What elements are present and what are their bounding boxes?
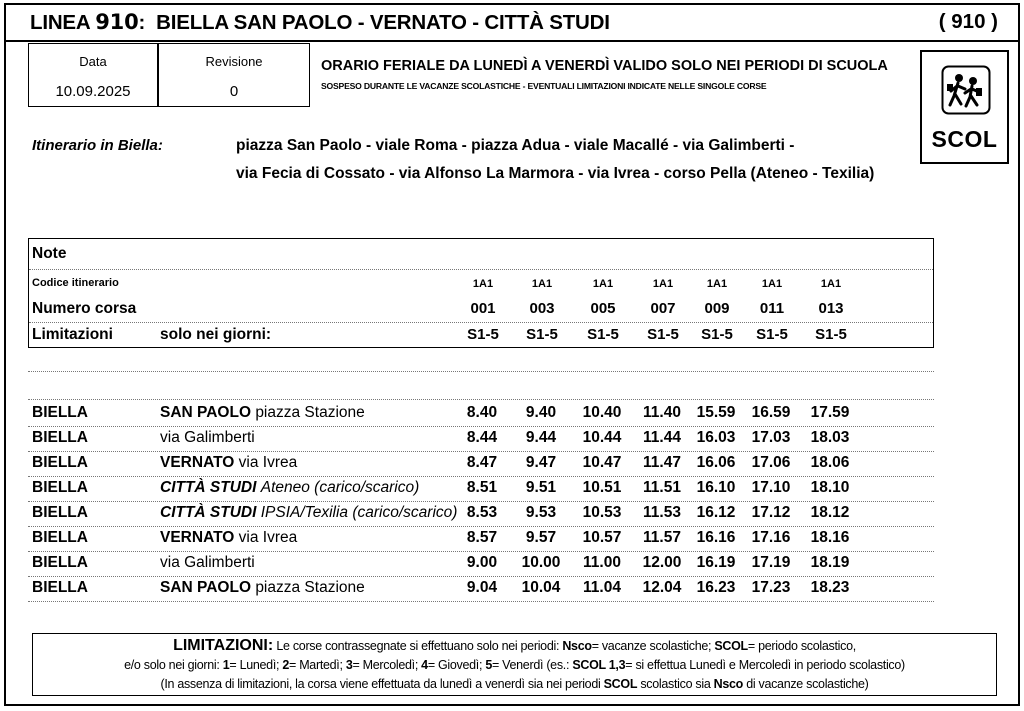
stop-city: BIELLA [32, 429, 88, 446]
departure-time: 10.44 [582, 429, 622, 446]
itinerary-code: 1A1 [472, 278, 494, 290]
departure-time: 9.40 [525, 404, 557, 421]
departure-time: 11.51 [643, 479, 681, 496]
stop-place: SAN PAOLO [160, 404, 251, 421]
departure-time: 8.40 [466, 404, 498, 421]
stop-detail: via Galimberti [160, 554, 255, 571]
divider [28, 526, 934, 527]
departure-time: 10.51 [582, 479, 622, 496]
run-number: 001 [470, 300, 496, 317]
departure-time: 10.40 [582, 404, 622, 421]
divider [28, 476, 934, 477]
departure-time: 11.53 [643, 504, 681, 521]
departure-time: 18.23 [810, 579, 850, 596]
title-bar [6, 5, 1018, 42]
stop-detail: piazza Stazione [255, 404, 365, 421]
departure-time: 15.59 [696, 404, 736, 421]
stop-place: SAN PAOLO [160, 579, 251, 596]
stop-detail: via Ivrea [238, 529, 298, 546]
divider [28, 371, 934, 372]
itinerary-code: 1A1 [592, 278, 614, 290]
departure-time: 18.06 [810, 454, 850, 471]
school-children-icon [941, 65, 991, 115]
departure-time: 10.00 [521, 554, 561, 571]
stop-name [160, 554, 255, 572]
stop-city: BIELLA [32, 454, 88, 471]
departure-time: 11.57 [643, 529, 681, 546]
departure-time: 8.57 [466, 529, 498, 546]
revision-value: 0 [229, 83, 239, 100]
run-limit: S1-5 [647, 326, 679, 343]
line-number: 910 [95, 10, 139, 34]
run-info-table [28, 238, 934, 348]
departure-time: 17.10 [751, 479, 791, 496]
stop-name [160, 479, 419, 497]
departure-time: 11.47 [643, 454, 681, 471]
departure-time: 9.51 [525, 479, 557, 496]
route-title: BIELLA SAN PAOLO - VERNATO - CITTÀ STUDI [156, 11, 610, 34]
stop-name [160, 404, 365, 422]
stop-city: BIELLA [32, 554, 88, 571]
departure-time: 17.03 [751, 429, 791, 446]
limitations-box [32, 633, 997, 696]
departure-time: 17.23 [751, 579, 791, 596]
limit-days-label: solo nei giorni: [160, 326, 272, 343]
run-limit: S1-5 [815, 326, 847, 343]
itinerary-label: Itinerario in Biella: [32, 137, 163, 154]
divider [28, 399, 934, 400]
divider [28, 576, 934, 577]
departure-time: 17.06 [751, 454, 791, 471]
departure-time: 18.10 [810, 479, 850, 496]
run-number: 011 [759, 300, 785, 317]
revision-label: Revisione [205, 54, 263, 69]
departure-time: 17.59 [810, 404, 850, 421]
line-code: ( 910 ) [938, 10, 998, 33]
scol-badge [920, 50, 1009, 164]
itinerary-code: 1A1 [652, 278, 674, 290]
departure-time: 10.04 [521, 579, 561, 596]
stop-place: CITTÀ STUDI [160, 504, 257, 521]
stop-detail: via Ivrea [238, 454, 298, 471]
departure-time: 16.10 [696, 479, 736, 496]
stop-place: VERNATO [160, 529, 235, 546]
schedule-subtitle: SOSPESO DURANTE LE VACANZE SCOLASTICHE - EVENTUALI LIMITAZIONI INDICATE NELLE SINGOLE CORSE [321, 81, 767, 91]
revision-cell [158, 43, 310, 107]
stop-name [160, 529, 297, 547]
departure-time: 8.51 [466, 479, 498, 496]
date-value: 10.09.2025 [55, 83, 131, 100]
stop-name [160, 454, 297, 472]
stop-city: BIELLA [32, 579, 88, 596]
run-number: 013 [818, 300, 844, 317]
itinerary-code: 1A1 [820, 278, 842, 290]
itinerary-line-2: via Fecia di Cossato - via Alfonso La Marmora - via Ivrea - corso Pella (Ateneo - Texilia) [236, 165, 875, 182]
departure-time: 9.47 [525, 454, 557, 471]
departure-time: 11.40 [643, 404, 681, 421]
line-label: LINEA [30, 11, 90, 34]
run-limit: S1-5 [587, 326, 619, 343]
limit-label: Limitazioni [32, 326, 113, 343]
run-number: 003 [529, 300, 555, 317]
divider [28, 426, 934, 427]
departure-time: 9.57 [525, 529, 557, 546]
itinerary-code: 1A1 [531, 278, 553, 290]
divider [28, 551, 934, 552]
departure-time: 18.03 [810, 429, 850, 446]
departure-time: 16.03 [696, 429, 736, 446]
limitations-heading: LIMITAZIONI: [173, 637, 274, 654]
departure-time: 11.04 [583, 579, 621, 596]
run-number: 009 [704, 300, 730, 317]
departure-time: 16.06 [696, 454, 736, 471]
stop-name [160, 579, 365, 597]
stop-place: VERNATO [160, 454, 235, 471]
run-number: 005 [590, 300, 616, 317]
departure-time: 17.19 [751, 554, 791, 571]
date-label: Data [79, 54, 107, 69]
stop-detail: Ateneo (carico/scarico) [260, 479, 420, 496]
departure-time: 8.44 [466, 429, 498, 446]
departure-time: 16.16 [696, 529, 736, 546]
departure-time: 12.04 [642, 579, 682, 596]
departure-time: 11.44 [643, 429, 681, 446]
date-cell [28, 43, 158, 107]
departure-time: 11.00 [583, 554, 621, 571]
departure-time: 17.12 [751, 504, 791, 521]
itinerary-code: 1A1 [706, 278, 728, 290]
divider [28, 451, 934, 452]
run-label: Numero corsa [32, 300, 137, 317]
stop-detail: IPSIA/Texilia (carico/scarico) [260, 504, 458, 521]
departure-time: 16.12 [696, 504, 736, 521]
stop-detail: via Galimberti [160, 429, 255, 446]
departure-time: 9.04 [466, 579, 498, 596]
stop-name [160, 429, 255, 447]
stop-city: BIELLA [32, 404, 88, 421]
departure-time: 12.00 [642, 554, 682, 571]
itinerary-line-1: piazza San Paolo - viale Roma - piazza Adua - viale Macallé - via Galimberti - [236, 137, 795, 154]
departure-time: 17.16 [751, 529, 791, 546]
departure-time: 18.16 [810, 529, 850, 546]
page-title: LINEA 910: BIELLA SAN PAOLO - VERNATO - CITTÀ STUDI [30, 10, 610, 34]
departure-time: 10.53 [582, 504, 622, 521]
run-limit: S1-5 [526, 326, 558, 343]
departure-time: 10.57 [582, 529, 622, 546]
itinerary-code: 1A1 [761, 278, 783, 290]
run-limit: S1-5 [701, 326, 733, 343]
stop-city: BIELLA [32, 479, 88, 496]
departure-time: 16.59 [751, 404, 791, 421]
departure-time: 18.19 [810, 554, 850, 571]
departure-time: 18.12 [810, 504, 850, 521]
stop-name [160, 504, 457, 522]
scol-label: SCOL [931, 126, 998, 152]
departure-time: 9.44 [525, 429, 557, 446]
code-label: Codice itinerario [32, 277, 119, 289]
departure-time: 10.47 [582, 454, 622, 471]
departure-time: 8.53 [466, 504, 498, 521]
divider [29, 322, 933, 323]
stop-detail: piazza Stazione [255, 579, 365, 596]
departure-time: 16.23 [696, 579, 736, 596]
divider [29, 269, 933, 270]
limitations-line-3: (In assenza di limitazioni, la corsa viene effettuata da lunedì a venerdì sia nei periodi SCOL scolastico sia Nsco di vacanze scolastiche) [160, 677, 869, 691]
schedule-title: ORARIO FERIALE DA LUNEDÌ A VENERDÌ VALIDO SOLO NEI PERIODI DI SCUOLA [321, 58, 888, 74]
divider [28, 501, 934, 502]
limitations-line-1: LIMITAZIONI: Le corse contrassegnate si effettuano solo nei periodi: Nsco= vacanze scolastiche; SCOL= periodo scolastico, [173, 637, 856, 654]
departure-time: 16.19 [696, 554, 736, 571]
stop-place: CITTÀ STUDI [160, 479, 257, 496]
run-limit: S1-5 [756, 326, 788, 343]
stop-city: BIELLA [32, 529, 88, 546]
limitations-line-2: e/o solo nei giorni: 1= Lunedì; 2= Martedì; 3= Mercoledì; 4= Giovedì; 5= Venerdì (es.: SCOL 1,3= si effettua Lunedì e Mercoledì in periodo scolastico) [124, 658, 905, 672]
note-label: Note [32, 245, 67, 262]
departure-time: 9.53 [525, 504, 557, 521]
departure-time: 9.00 [466, 554, 498, 571]
run-limit: S1-5 [467, 326, 499, 343]
run-number: 007 [650, 300, 676, 317]
stop-city: BIELLA [32, 504, 88, 521]
departure-time: 8.47 [466, 454, 498, 471]
divider [28, 601, 934, 602]
timetable-sheet [4, 3, 1020, 706]
